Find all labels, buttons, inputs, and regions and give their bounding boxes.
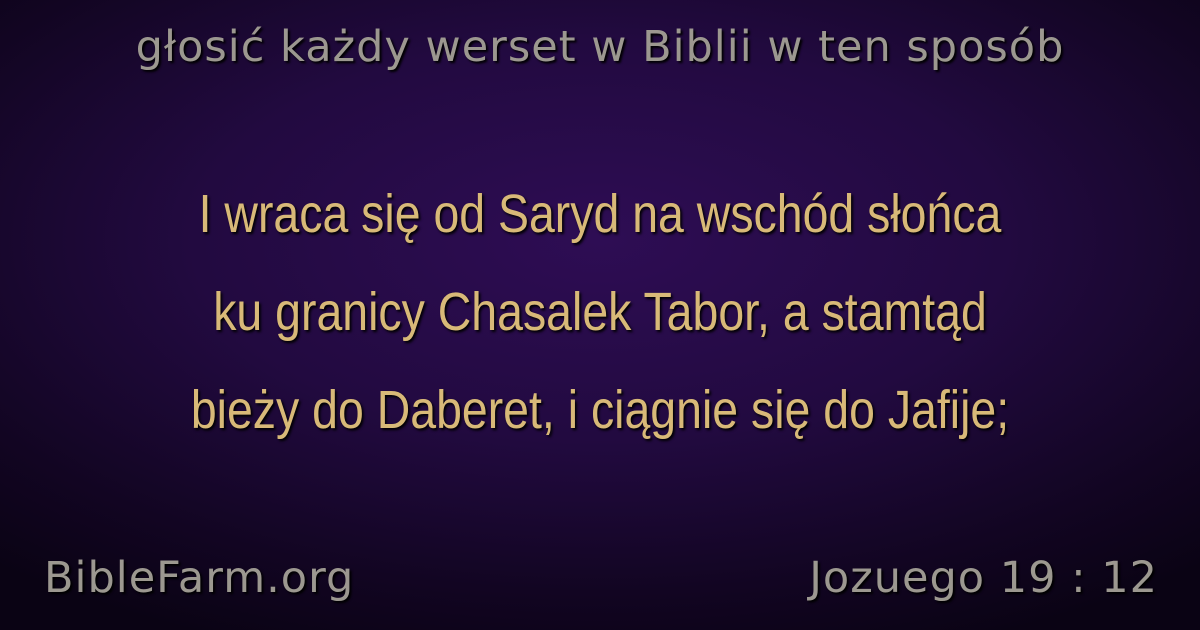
verse-line: ku granicy Chasalek Tabor, a stamtąd <box>213 282 987 342</box>
verse-line: bieży do Daberet, i ciągnie się do Jafije; <box>190 380 1010 440</box>
site-name: BibleFarm.org <box>44 553 355 603</box>
verse-text <box>20 165 1180 459</box>
tagline: głosić każdy werset w Biblii w ten sposób <box>135 22 1065 72</box>
verse-reference: Jozuego 19 : 12 <box>809 553 1158 603</box>
verse-line: I wraca się od Saryd na wschód słońca <box>198 184 1002 244</box>
